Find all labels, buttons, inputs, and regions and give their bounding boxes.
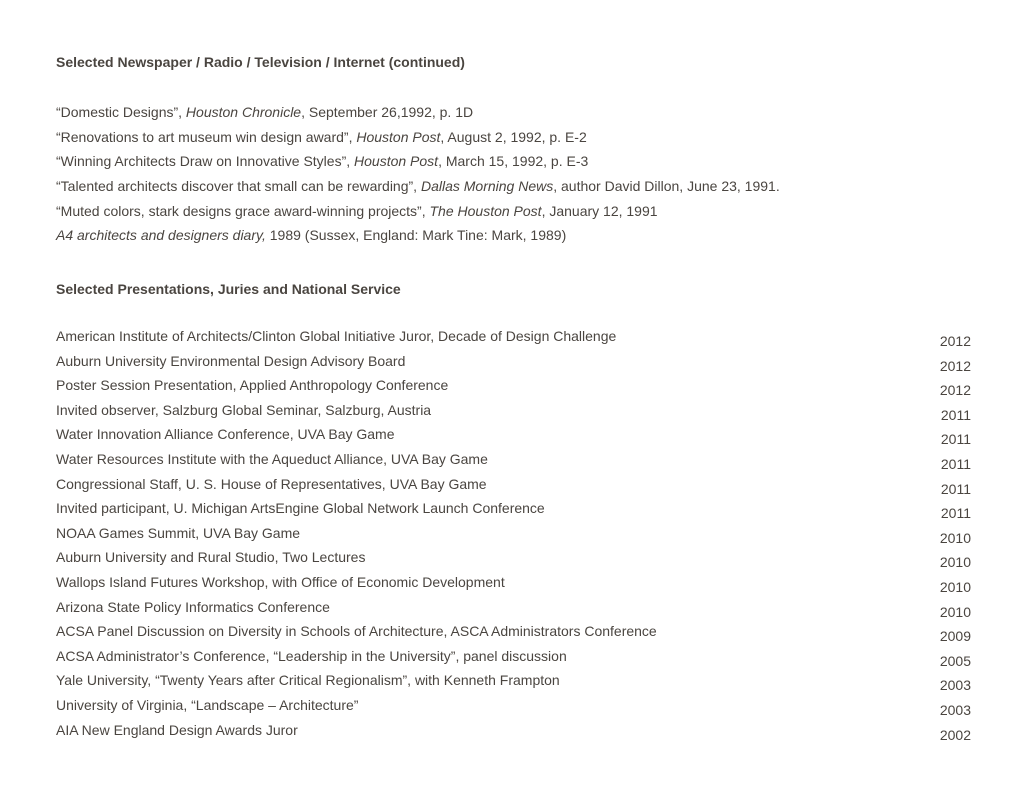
press-item: A4 architects and designers diary, 1989 (Sussex, England: Mark Tine: Mark, 1989): [56, 227, 567, 244]
service-description: Auburn University and Rural Studio, Two Lectures: [56, 549, 366, 566]
press-item: “Renovations to art museum win design award”, Houston Post, August 2, 1992, p. E-2: [56, 128, 587, 145]
service-description: Poster Session Presentation, Applied Anthropology Conference: [56, 377, 449, 394]
service-item: [56, 400, 971, 425]
service-year: 2003: [939, 677, 971, 694]
service-description: Yale University, “Twenty Years after Critical Regionalism”, with Kenneth Frampton: [56, 672, 560, 689]
service-description: University of Virginia, “Landscape – Architecture”: [56, 696, 359, 713]
service-year: 2005: [939, 652, 971, 669]
press-section-heading: Selected Newspaper / Radio / Television / Internet (continued): [56, 54, 465, 70]
service-item: [56, 547, 971, 572]
service-year: 2011: [940, 480, 971, 497]
publication-name: Houston Post: [354, 153, 439, 170]
service-item: [56, 720, 971, 745]
service-year: 2009: [939, 628, 971, 645]
publication-name: Houston Chronicle: [185, 104, 302, 120]
service-item: [56, 646, 971, 671]
service-description: ACSA Panel Discussion on Diversity in Schools of Architecture, ASCA Administrators Conference: [56, 623, 657, 640]
service-year: 2002: [939, 726, 971, 743]
service-year: 2003: [939, 701, 971, 718]
service-list: [56, 326, 971, 744]
service-description: Congressional Staff, U. S. House of Representatives, UVA Bay Game: [56, 475, 487, 492]
service-item: [56, 351, 971, 376]
service-year: 2011: [940, 406, 971, 423]
publication-name: Houston Post: [356, 128, 441, 145]
service-year: 2012: [939, 333, 971, 349]
service-description: Wallops Island Futures Workshop, with Office of Economic Development: [56, 573, 505, 590]
service-description: Water Innovation Alliance Conference, UVA Bay Game: [56, 426, 395, 443]
service-item: [56, 424, 971, 449]
service-item: [56, 326, 971, 351]
press-item: “Winning Architects Draw on Innovative Styles”, Houston Post, March 15, 1992, p. E-3: [56, 153, 589, 170]
service-year: 2011: [940, 505, 971, 522]
service-description: Arizona State Policy Informatics Conference: [56, 598, 330, 615]
service-description: American Institute of Architects/Clinton Global Initiative Juror, Decade of Design Challenge: [56, 328, 617, 344]
service-description: AIA New England Design Awards Juror: [56, 721, 298, 738]
service-item: [56, 670, 971, 695]
service-description: Invited participant, U. Michigan ArtsEngine Global Network Launch Conference: [56, 500, 545, 517]
service-description: ACSA Administrator’s Conference, “Leadership in the University”, panel discussion: [56, 647, 567, 664]
publication-name: The Houston Post: [429, 202, 542, 219]
service-year: 2010: [939, 529, 971, 546]
press-list: [56, 100, 956, 248]
publication-name: Dallas Morning News: [420, 178, 554, 195]
service-item: [56, 621, 971, 646]
service-item: [56, 474, 971, 499]
press-item: “Muted colors, stark designs grace award-winning projects”, The Houston Post, January 12, 1991: [56, 202, 658, 219]
service-year: 2012: [939, 382, 971, 399]
service-year: 2010: [939, 578, 971, 595]
service-item: [56, 572, 971, 597]
service-description: Auburn University Environmental Design Advisory Board: [56, 352, 406, 369]
press-item: “Domestic Designs”, Houston Chronicle, September 26,1992, p. 1D: [56, 104, 474, 120]
service-year: 2010: [939, 554, 971, 571]
service-description: Water Resources Institute with the Aqueduct Alliance, UVA Bay Game: [56, 450, 488, 467]
service-item: [56, 375, 971, 400]
service-year: 2011: [940, 455, 971, 472]
service-year: 2012: [939, 357, 971, 374]
publication-name: A4 architects and designers diary,: [56, 227, 266, 244]
service-year: 2011: [940, 431, 971, 448]
service-item: [56, 449, 971, 474]
service-item: [56, 597, 971, 622]
service-description: NOAA Games Summit, UVA Bay Game: [56, 524, 301, 541]
service-item: [56, 523, 971, 548]
service-description: Invited observer, Salzburg Global Seminar, Salzburg, Austria: [56, 401, 432, 418]
service-item: [56, 695, 971, 720]
service-item: [56, 498, 971, 523]
service-section-heading: Selected Presentations, Juries and National Service: [56, 281, 401, 297]
service-year: 2010: [939, 603, 971, 620]
press-item: “Talented architects discover that small can be rewarding”, Dallas Morning News, author David Dillon, June 23, 1991.: [56, 178, 780, 195]
